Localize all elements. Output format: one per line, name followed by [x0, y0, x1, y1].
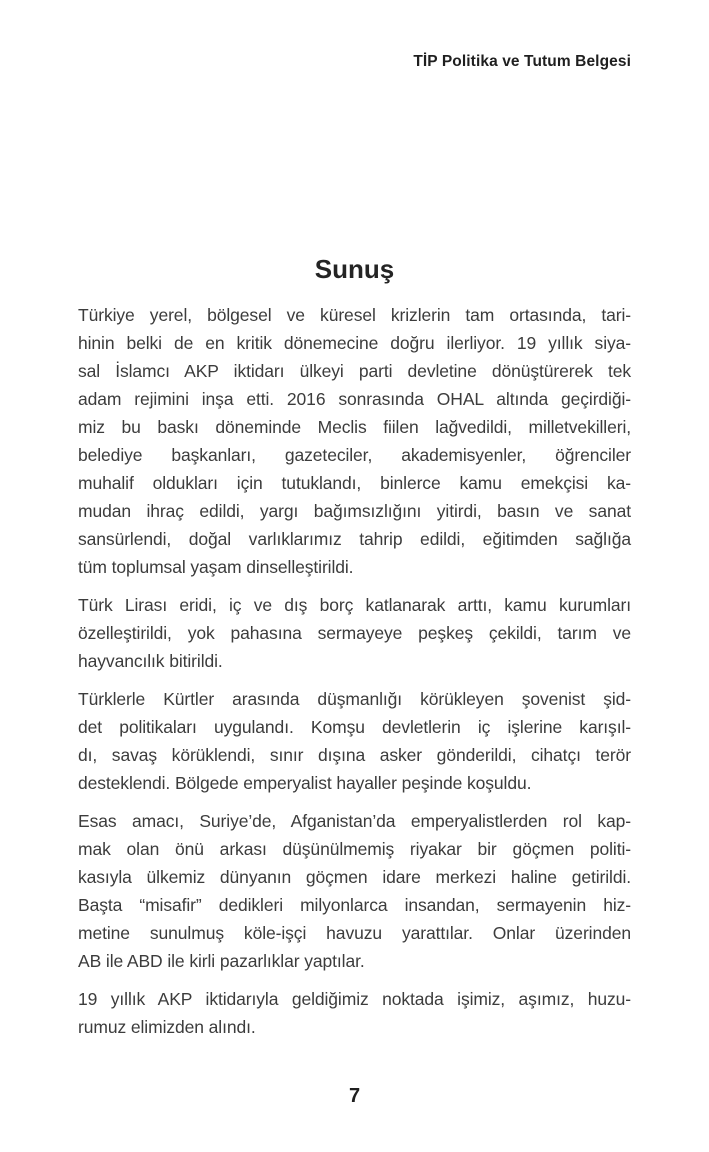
text-line: hayvancılık bitirildi.	[78, 651, 223, 671]
text-line: miz bu baskı döneminde Meclis fiilen lağvedildi, milletvekilleri,	[78, 417, 631, 437]
text-line: Türkiye yerel, bölgesel ve küresel krizlerin tam ortasında, tari-	[78, 305, 631, 325]
text-line: 19 yıllık AKP iktidarıyla geldiğimiz noktada işimiz, aşımız, huzu-	[78, 989, 631, 1009]
text-line: det politikaları uygulandı. Komşu devletlerin iç işlerine karışıl-	[78, 717, 631, 737]
text-line: kasıyla ülkemiz dünyanın göçmen idare merkezi haline getirildi.	[78, 867, 631, 887]
paragraph	[78, 985, 631, 1041]
page-number: 7	[348, 1085, 361, 1107]
text-line: desteklendi. Bölgede emperyalist hayaller peşinde koşuldu.	[78, 773, 532, 793]
text-line: muhalif oldukları için tutuklandı, binlerce kamu emekçisi ka-	[78, 473, 631, 493]
text-line: metine sunulmuş köle-işçi havuzu yarattılar. Onlar üzerinden	[78, 923, 631, 943]
paragraph	[78, 301, 631, 581]
text-line: tüm toplumsal yaşam dinselleştirildi.	[78, 557, 354, 577]
page-body	[78, 301, 631, 1041]
text-line: hinin belki de en kritik dönemecine doğru ilerliyor. 19 yıllık siya-	[78, 333, 631, 353]
text-line: sansürlendi, doğal varlıklarımız tahrip edildi, eğitimden sağlığa	[78, 529, 631, 549]
running-header: TİP Politika ve Tutum Belgesi	[413, 53, 631, 70]
text-line: belediye başkanları, gazeteciler, akademisyenler, öğrenciler	[78, 445, 631, 465]
text-line: mak olan önü arkası düşünülmemiş riyakar bir göçmen politi-	[78, 839, 631, 859]
text-line: Türk Lirası eridi, iç ve dış borç katlanarak arttı, kamu kurumları	[78, 595, 631, 615]
text-line: mudan ihraç edildi, yargı bağımsızlığını yitirdi, basın ve sanat	[78, 501, 631, 521]
paragraph	[78, 685, 631, 797]
chapter-title: Sunuş	[314, 254, 395, 284]
text-line: AB ile ABD ile kirli pazarlıklar yaptılar.	[78, 951, 365, 971]
text-line: sal İslamcı AKP iktidarı ülkeyi parti devletine dönüştürerek tek	[78, 361, 631, 381]
text-line: Türklerle Kürtler arasında düşmanlığı körükleyen şovenist şid-	[78, 689, 631, 709]
text-line: rumuz elimizden alındı.	[78, 1017, 256, 1037]
text-line: adam rejimini inşa etti. 2016 sonrasında OHAL altında geçirdiği-	[78, 389, 631, 409]
text-line: Başta “misafir” dedikleri milyonlarca insandan, sermayenin hiz-	[78, 895, 631, 915]
paragraph	[78, 807, 631, 975]
text-line: özelleştirildi, yok pahasına sermayeye peşkeş çekildi, tarım ve	[78, 623, 631, 643]
text-line: dı, savaş körüklendi, sınır dışına asker gönderildi, cihatçı terör	[78, 745, 631, 765]
paragraph	[78, 591, 631, 675]
text-line: Esas amacı, Suriye’de, Afganistan’da emperyalistlerden rol kap-	[78, 811, 631, 831]
